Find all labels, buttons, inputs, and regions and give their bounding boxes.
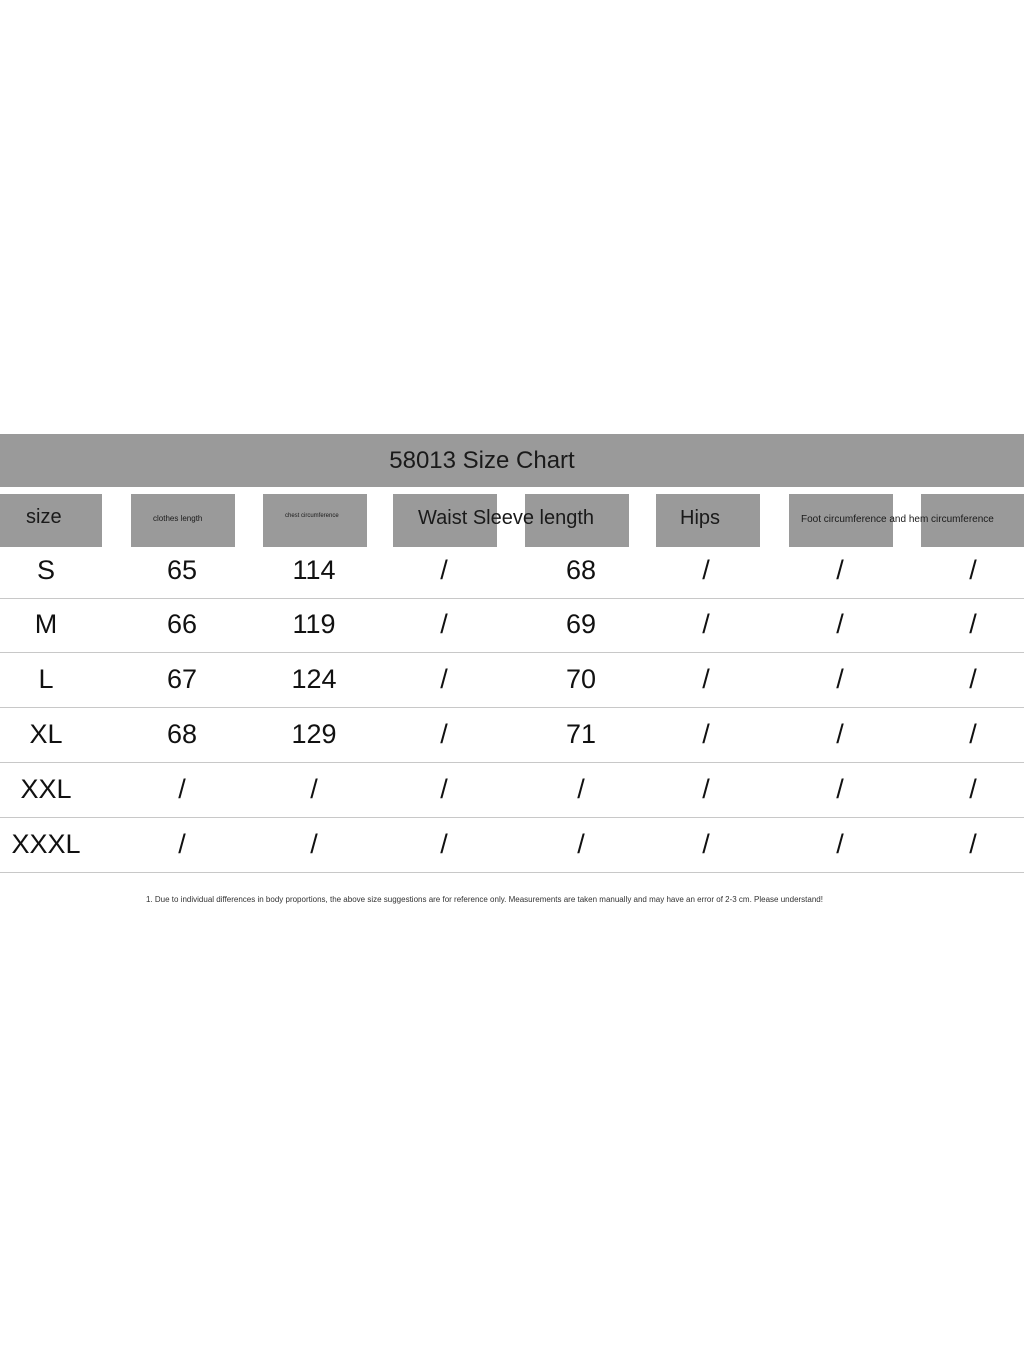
header-hips-label: Hips bbox=[680, 507, 721, 529]
cell-hips: / bbox=[702, 609, 710, 639]
cell-waist: / bbox=[440, 719, 448, 749]
cell-waist: / bbox=[440, 609, 448, 639]
cell-clothes-length: / bbox=[178, 774, 186, 804]
cell-waist: / bbox=[440, 774, 448, 804]
header-foot-hem-label: Foot circumference and hem circumference bbox=[801, 514, 994, 525]
cell-waist: / bbox=[440, 829, 448, 859]
cell-sleeve: / bbox=[577, 774, 585, 804]
cell-size: XXL bbox=[20, 774, 72, 804]
table-row bbox=[0, 597, 1024, 653]
cell-sleeve: 71 bbox=[565, 719, 597, 749]
footnote: 1. Due to individual differences in body proportions, the above size suggestions are for reference only. Measurements are taken manually and may have an error of 2-3 cm. Please understand! bbox=[146, 895, 823, 904]
cell-size: S bbox=[36, 555, 56, 585]
cell-size: L bbox=[38, 664, 54, 694]
table-row bbox=[0, 543, 1024, 599]
cell-clothes-length: 65 bbox=[166, 555, 198, 585]
cell-chest: / bbox=[310, 829, 318, 859]
header-row bbox=[0, 487, 1024, 547]
cell-clothes-length: 68 bbox=[166, 719, 198, 749]
cell-chest: 124 bbox=[291, 664, 337, 694]
cell-size: XXXL bbox=[11, 829, 81, 859]
cell-clothes-length: 66 bbox=[166, 609, 198, 639]
cell-hem: / bbox=[969, 664, 977, 694]
header-waist-sleeve-label: Waist Sleeve length bbox=[418, 507, 595, 529]
table-row bbox=[0, 762, 1024, 818]
cell-chest: / bbox=[310, 774, 318, 804]
cell-foot: / bbox=[836, 664, 844, 694]
cell-foot: / bbox=[836, 829, 844, 859]
header-clothes-length-label: clothes length bbox=[153, 514, 203, 523]
cell-hem: / bbox=[969, 555, 977, 585]
cell-foot: / bbox=[836, 719, 844, 749]
header-chest-label: chest circumference bbox=[285, 513, 339, 519]
cell-sleeve: 69 bbox=[565, 609, 597, 639]
cell-hips: / bbox=[702, 719, 710, 749]
cell-clothes-length: 67 bbox=[166, 664, 198, 694]
cell-chest: 129 bbox=[291, 719, 337, 749]
table-row bbox=[0, 817, 1024, 873]
cell-hips: / bbox=[702, 664, 710, 694]
cell-chest: 114 bbox=[292, 555, 336, 585]
cell-hips: / bbox=[702, 555, 710, 585]
cell-chest: 119 bbox=[292, 609, 336, 639]
cell-sleeve: / bbox=[577, 829, 585, 859]
cell-hips: / bbox=[702, 774, 710, 804]
cell-sleeve: 70 bbox=[565, 664, 597, 694]
cell-clothes-length: / bbox=[178, 829, 186, 859]
cell-size: M bbox=[34, 609, 58, 639]
cell-size: XL bbox=[29, 719, 63, 749]
cell-hem: / bbox=[969, 719, 977, 749]
header-size-label: size bbox=[26, 506, 62, 528]
cell-foot: / bbox=[836, 609, 844, 639]
table-row bbox=[0, 707, 1024, 763]
cell-foot: / bbox=[836, 555, 844, 585]
cell-sleeve: 68 bbox=[565, 555, 597, 585]
cell-hem: / bbox=[969, 774, 977, 804]
title-bar bbox=[0, 434, 1024, 487]
cell-foot: / bbox=[836, 774, 844, 804]
cell-hem: / bbox=[969, 829, 977, 859]
table-row bbox=[0, 652, 1024, 708]
cell-hips: / bbox=[702, 829, 710, 859]
header-chest-box bbox=[263, 494, 367, 547]
cell-waist: / bbox=[440, 555, 448, 585]
cell-waist: / bbox=[440, 664, 448, 694]
chart-title: 58013 Size Chart bbox=[389, 446, 575, 474]
cell-hem: / bbox=[969, 609, 977, 639]
